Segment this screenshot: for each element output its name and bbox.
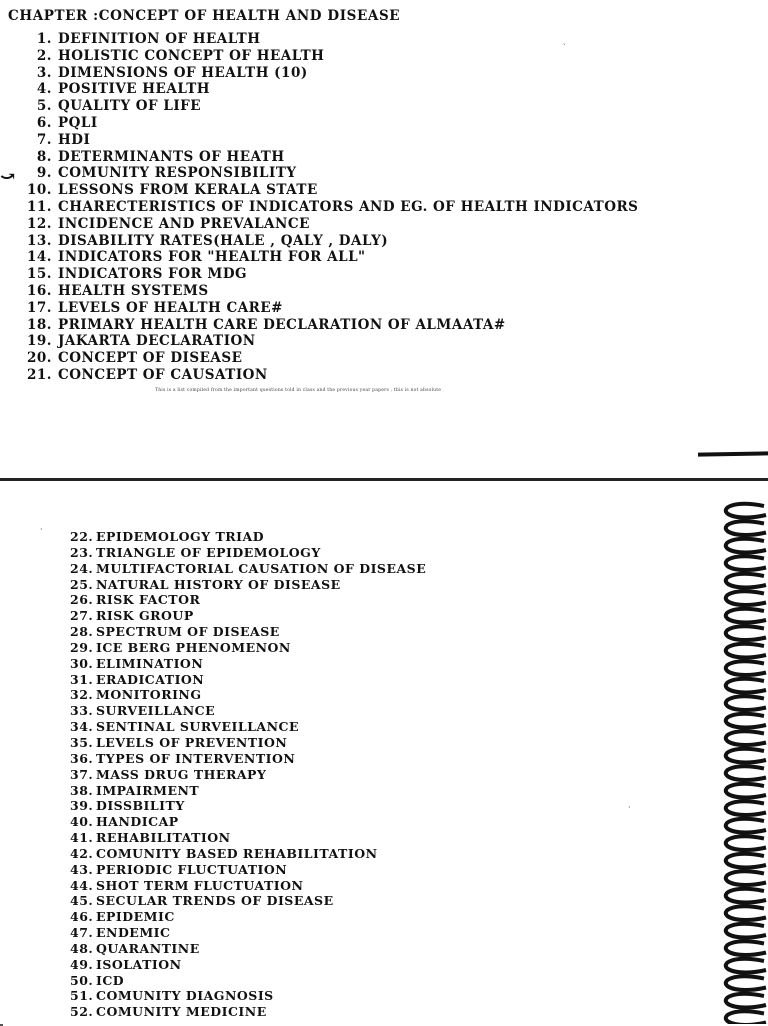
list-item xyxy=(26,233,638,250)
item-text: LESSONS FROM KERALA STATE xyxy=(58,182,318,199)
item-number: 33. xyxy=(70,703,94,719)
item-number: 13. xyxy=(27,232,52,249)
item-number: 7. xyxy=(36,131,52,148)
list-item xyxy=(70,592,426,608)
item-text: TRIANGLE OF EPIDEMOLOGY xyxy=(96,544,321,560)
topic-list-top xyxy=(26,31,638,384)
item-text: DETERMINANTS OF HEATH xyxy=(58,148,285,165)
list-item xyxy=(26,199,638,216)
list-item xyxy=(70,830,426,846)
item-text: COMUNITY BASED REHABILITATION xyxy=(96,845,378,861)
list-item xyxy=(26,165,638,182)
list-item xyxy=(26,350,638,367)
spiral-coil xyxy=(726,749,766,763)
item-text: ERADICATION xyxy=(96,671,205,687)
item-text: RISK GROUP xyxy=(96,608,194,624)
item-number: 8. xyxy=(36,148,52,165)
item-text: SECULAR TRENDS OF DISEASE xyxy=(96,893,334,909)
item-number: 22. xyxy=(70,529,94,544)
list-item xyxy=(70,988,426,1004)
item-text: DEFINITION OF HEALTH xyxy=(58,31,261,47)
item-text: PERIODIC FLUCTUATION xyxy=(96,861,288,877)
item-number: 30. xyxy=(70,655,94,671)
item-number: 19. xyxy=(27,333,52,350)
list-item xyxy=(70,783,426,799)
item-text: HANDICAP xyxy=(96,814,179,830)
topic-list-bottom xyxy=(70,529,426,1020)
spiral-coil xyxy=(726,714,766,728)
list-item xyxy=(70,957,426,973)
list-item xyxy=(70,719,426,735)
item-number: 35. xyxy=(70,734,94,750)
item-text: DIMENSIONS OF HEALTH (10) xyxy=(58,64,308,81)
spiral-coil xyxy=(726,889,766,903)
list-item xyxy=(70,862,426,878)
item-number: 16. xyxy=(27,282,52,299)
spiral-coil xyxy=(726,504,766,518)
item-text: SURVEILLANCE xyxy=(96,703,216,719)
item-number: 45. xyxy=(70,893,94,909)
item-number: 44. xyxy=(70,877,94,893)
item-number: 31. xyxy=(70,671,94,687)
spiral-coil xyxy=(726,994,766,1008)
item-text: INCIDENCE AND PREVALANCE xyxy=(58,215,310,232)
page-edge-line xyxy=(698,451,768,456)
item-text: CHARECTERISTICS OF INDICATORS AND EG. OF HEALTH INDICATORS xyxy=(58,198,639,215)
item-text: PQLI xyxy=(58,114,98,131)
item-text: COMUNITY MEDICINE xyxy=(96,1004,267,1020)
list-item xyxy=(70,545,426,561)
footnote: This is a list compiled from the important questions told in class and the previous year papers , this is not absolute xyxy=(155,388,442,393)
item-number: 47. xyxy=(70,925,94,941)
list-item xyxy=(70,561,426,577)
spiral-coil xyxy=(726,644,766,658)
item-text: EPIDEMIC xyxy=(96,909,175,925)
list-item xyxy=(26,283,638,300)
item-text: CONCEPT OF CAUSATION xyxy=(58,366,268,383)
list-item xyxy=(70,893,426,909)
item-number: 39. xyxy=(70,798,94,814)
item-number: 28. xyxy=(70,624,94,640)
spiral-coil xyxy=(726,574,766,588)
ink-speck: ˏ xyxy=(563,36,566,45)
spiral-coil xyxy=(726,539,766,553)
list-item xyxy=(70,735,426,751)
item-number: 23. xyxy=(70,544,94,560)
item-number: 38. xyxy=(70,782,94,798)
item-number: 17. xyxy=(27,299,52,316)
spiral-coil xyxy=(726,924,766,938)
item-text: INDICATORS FOR MDG xyxy=(58,266,248,283)
item-number: 32. xyxy=(70,687,94,703)
spiral-coil xyxy=(726,784,766,798)
ink-speck: · xyxy=(628,803,631,812)
spiral-coil xyxy=(726,819,766,833)
item-text: HOLISTIC CONCEPT OF HEALTH xyxy=(58,47,325,64)
item-number: 5. xyxy=(36,98,52,115)
item-number: 12. xyxy=(27,215,52,232)
list-item xyxy=(26,216,638,233)
item-text: MULTIFACTORIAL CAUSATION OF DISEASE xyxy=(96,560,427,576)
list-item xyxy=(70,703,426,719)
spiral-coil xyxy=(726,626,766,640)
list-item xyxy=(26,367,638,384)
handwritten-arrow-icon: ⤻ xyxy=(0,166,16,187)
list-item xyxy=(70,751,426,767)
spiral-coil xyxy=(726,941,766,955)
spiral-coil xyxy=(726,521,766,535)
item-text: IMPAIRMENT xyxy=(96,782,200,798)
item-number: 49. xyxy=(70,956,94,972)
list-item xyxy=(26,317,638,334)
list-item xyxy=(70,672,426,688)
item-text: SHOT TERM FLUCTUATION xyxy=(96,877,304,893)
list-item xyxy=(26,182,638,199)
list-item xyxy=(70,577,426,593)
item-number: 34. xyxy=(70,719,94,735)
list-item xyxy=(70,767,426,783)
list-item xyxy=(26,48,638,65)
item-number: 20. xyxy=(27,350,52,367)
chapter-title: CHAPTER :CONCEPT OF HEALTH AND DISEASE xyxy=(8,8,401,24)
item-number: 37. xyxy=(70,766,94,782)
item-number: 41. xyxy=(70,830,94,846)
list-item xyxy=(70,941,426,957)
item-number: 21. xyxy=(27,366,52,383)
item-text: ISOLATION xyxy=(96,956,182,972)
spiral-coil xyxy=(726,661,766,675)
item-text: SENTINAL SURVEILLANCE xyxy=(96,719,300,735)
list-item xyxy=(26,149,638,166)
spiral-coil xyxy=(726,766,766,780)
top-page xyxy=(0,0,768,478)
item-text: JAKARTA DECLARATION xyxy=(58,333,256,350)
item-text: SPECTRUM OF DISEASE xyxy=(96,624,280,640)
item-number: 25. xyxy=(70,576,94,592)
spiral-binding-icon xyxy=(714,500,768,1024)
item-text: PRIMARY HEALTH CARE DECLARATION OF ALMAATA# xyxy=(58,316,506,333)
item-number: 24. xyxy=(70,560,94,576)
list-item xyxy=(70,529,426,545)
item-text: COMUNITY DIAGNOSIS xyxy=(96,988,274,1004)
item-number: 50. xyxy=(70,972,94,988)
item-number: 10. xyxy=(27,182,52,199)
item-text: QUALITY OF LIFE xyxy=(58,98,202,115)
list-item xyxy=(70,909,426,925)
spiral-coil xyxy=(726,836,766,850)
item-number: 9. xyxy=(36,165,52,182)
list-item xyxy=(70,624,426,640)
list-item xyxy=(70,878,426,894)
spiral-coil xyxy=(726,801,766,815)
list-item xyxy=(26,81,638,98)
spiral-coil xyxy=(726,959,766,973)
item-text: DISSBILITY xyxy=(96,798,185,814)
list-item xyxy=(26,132,638,149)
list-item xyxy=(70,656,426,672)
item-number: 52. xyxy=(70,1004,94,1020)
spiral-coil xyxy=(726,609,766,623)
list-item xyxy=(70,798,426,814)
item-text: COMUNITY RESPONSIBILITY xyxy=(58,165,297,182)
item-text: ENDEMIC xyxy=(96,925,171,941)
item-number: 14. xyxy=(27,249,52,266)
list-item xyxy=(70,608,426,624)
list-item xyxy=(26,300,638,317)
item-number: 42. xyxy=(70,845,94,861)
item-text: POSITIVE HEALTH xyxy=(58,81,211,98)
item-number: 3. xyxy=(36,64,52,81)
item-number: 1. xyxy=(36,31,52,47)
list-item xyxy=(26,31,638,48)
item-number: 27. xyxy=(70,608,94,624)
spiral-coil xyxy=(726,591,766,605)
item-text: LEVELS OF HEALTH CARE# xyxy=(58,299,283,316)
list-item xyxy=(26,65,638,82)
item-text: RISK FACTOR xyxy=(96,592,201,608)
item-number: 29. xyxy=(70,639,94,655)
list-item xyxy=(26,333,638,350)
item-number: 48. xyxy=(70,940,94,956)
item-number: 51. xyxy=(70,988,94,1004)
item-text: LEVELS OF PREVENTION xyxy=(96,734,288,750)
item-number: 46. xyxy=(70,909,94,925)
item-text: QUARANTINE xyxy=(96,940,200,956)
item-text: TYPES OF INTERVENTION xyxy=(96,750,296,766)
item-text: HDI xyxy=(58,131,91,148)
spiral-coil xyxy=(726,731,766,745)
item-text: HEALTH SYSTEMS xyxy=(58,282,209,299)
list-item xyxy=(26,249,638,266)
ink-speck: · xyxy=(40,525,43,534)
list-item xyxy=(70,814,426,830)
item-text: REHABILITATION xyxy=(96,830,231,846)
item-text: EPIDEMOLOGY TRIAD xyxy=(96,529,265,544)
spiral-coil xyxy=(726,976,766,990)
list-item xyxy=(70,687,426,703)
item-text: CONCEPT OF DISEASE xyxy=(58,350,243,367)
item-number: 2. xyxy=(36,47,52,64)
list-item xyxy=(26,266,638,283)
item-text: NATURAL HISTORY OF DISEASE xyxy=(96,576,341,592)
item-number: 43. xyxy=(70,861,94,877)
item-number: 18. xyxy=(27,316,52,333)
spiral-coil xyxy=(726,696,766,710)
item-number: 6. xyxy=(36,114,52,131)
item-text: ICD xyxy=(96,972,125,988)
list-item xyxy=(26,115,638,132)
spiral-coil xyxy=(726,1011,766,1024)
list-item xyxy=(70,1004,426,1020)
item-text: ICE BERG PHENOMENON xyxy=(96,639,291,655)
spiral-coil xyxy=(726,556,766,570)
spiral-coil xyxy=(726,854,766,868)
list-item xyxy=(70,640,426,656)
item-text: DISABILITY RATES(HALE , QALY , DALY) xyxy=(58,232,389,249)
spiral-coil xyxy=(726,679,766,693)
spiral-coil xyxy=(726,871,766,885)
list-item xyxy=(70,846,426,862)
item-text: MONITORING xyxy=(96,687,202,703)
item-text: ELIMINATION xyxy=(96,655,204,671)
list-item xyxy=(70,973,426,989)
item-number: 36. xyxy=(70,750,94,766)
item-number: 11. xyxy=(27,198,52,215)
item-number: 26. xyxy=(70,592,94,608)
list-item xyxy=(26,98,638,115)
spiral-coil xyxy=(726,906,766,920)
item-number: 15. xyxy=(27,266,52,283)
item-number: 40. xyxy=(70,814,94,830)
item-text: INDICATORS FOR "HEALTH FOR ALL" xyxy=(58,249,366,266)
list-item xyxy=(70,925,426,941)
item-number: 4. xyxy=(36,81,52,98)
item-text: MASS DRUG THERAPY xyxy=(96,766,267,782)
